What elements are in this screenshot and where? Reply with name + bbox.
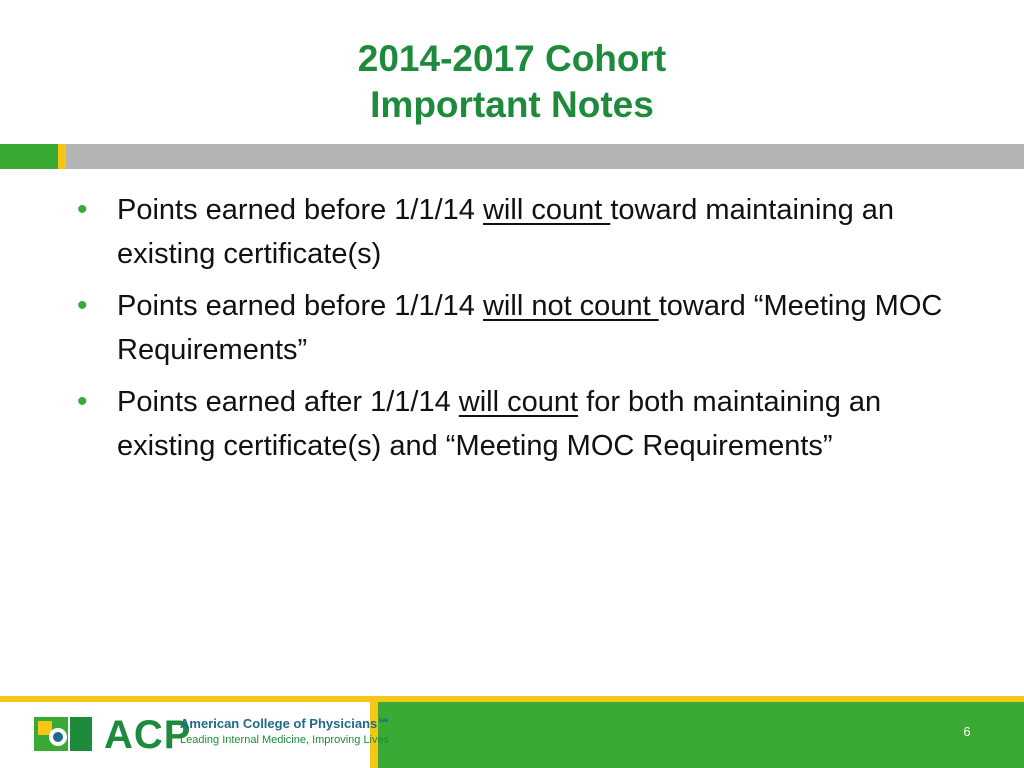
page-number: 6 (963, 724, 971, 739)
bullet-icon: • (77, 289, 88, 322)
bullet-text: for both maintaining an existing certificate(s) and “Meeting MOC Requirements” (117, 386, 882, 462)
bullet-text: Points earned before 1/1/14 (117, 194, 483, 226)
bullet-item-1 (75, 188, 975, 276)
title-divider-green-block (0, 144, 58, 169)
bullet-item-3 (75, 380, 975, 468)
bullet-text: toward maintaining an existing certificate(s) (117, 194, 895, 270)
bullet-text: Points earned before 1/1/14 (117, 290, 483, 322)
slide-title (0, 36, 1024, 128)
acp-emblem-icon (34, 713, 96, 757)
bullet-icon: • (77, 385, 88, 418)
title-line-1: 2014-2017 Cohort (357, 38, 667, 79)
title-divider-bar (0, 144, 1024, 169)
bullet-emphasis: will not count (482, 290, 659, 322)
bullet-text: toward “Meeting MOC Requirements” (117, 290, 943, 366)
bullet-list (75, 188, 975, 476)
bullet-emphasis: will count (482, 194, 611, 226)
footer-green-band (378, 702, 1024, 768)
bullet-item-2 (75, 284, 975, 372)
title-divider-yellow-block (58, 144, 66, 169)
bullet-emphasis: will count (458, 386, 579, 418)
title-line-2: Important Notes (370, 84, 654, 125)
acp-tagline: Leading Internal Medicine, Improving Lives (180, 734, 390, 746)
acp-logo (34, 713, 391, 757)
bullet-text: Points earned after 1/1/14 (117, 386, 459, 418)
acp-organization-name: American College of Physicians℠ (180, 716, 391, 731)
acp-wordmark: ACP (104, 713, 192, 757)
bullet-icon: • (77, 193, 88, 226)
